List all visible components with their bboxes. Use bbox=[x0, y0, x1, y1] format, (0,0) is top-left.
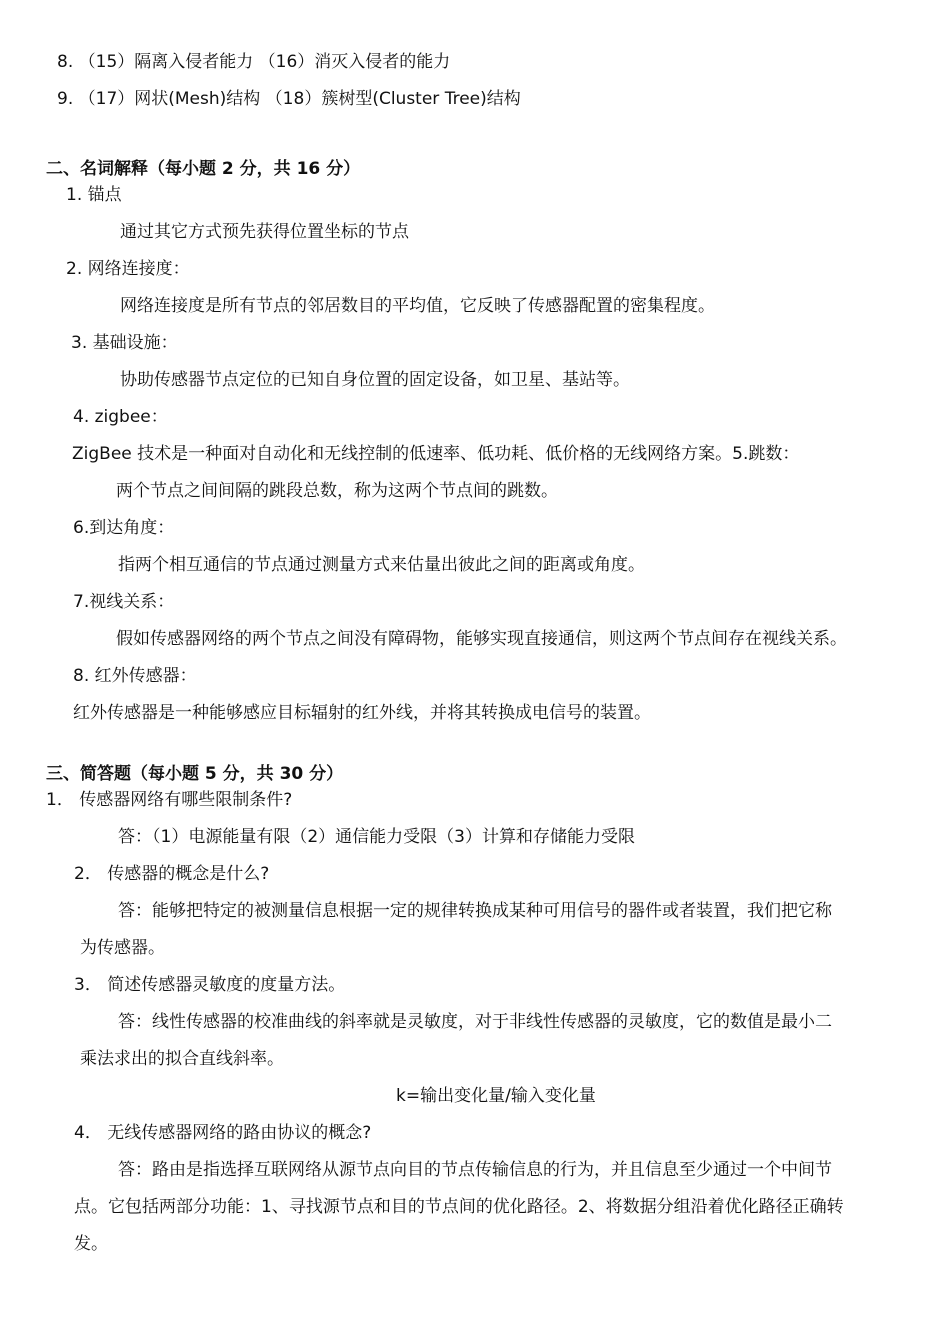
definition-3: 协助传感器节点定位的已知自身位置的固定设备，如卫星、基站等。 bbox=[120, 370, 630, 390]
section-2-heading: 二、名词解释（每小题 2 分，共 16 分） bbox=[46, 159, 361, 179]
term-7: 7.视线关系： bbox=[73, 592, 175, 612]
formula: k=输出变化量/输入变化量 bbox=[396, 1086, 596, 1106]
question-4: 4． 无线传感器网络的路由协议的概念? bbox=[74, 1123, 372, 1143]
answer-3-line-2: 乘法求出的拟合直线斜率。 bbox=[80, 1049, 284, 1069]
definition-8: 红外传感器是一种能够感应目标辐射的红外线，并将其转换成电信号的装置。 bbox=[73, 703, 651, 723]
section-3-heading: 三、简答题（每小题 5 分，共 30 分） bbox=[46, 764, 344, 784]
answer-4-line-1: 答：路由是指选择互联网络从源节点向目的节点传输信息的行为，并且信息至少通过一个中间节 bbox=[118, 1160, 832, 1180]
question-3: 3． 简述传感器灵敏度的度量方法。 bbox=[74, 975, 346, 995]
term-6: 6.到达角度： bbox=[73, 518, 175, 538]
answer-4-line-3: 发。 bbox=[74, 1234, 108, 1254]
term-1: 1. 锚点 bbox=[66, 185, 122, 205]
definition-4: ZigBee 技术是一种面对自动化和无线控制的低速率、低功耗、低价格的无线网络方案。5.跳数： bbox=[72, 444, 800, 464]
definition-1: 通过其它方式预先获得位置坐标的节点 bbox=[120, 222, 409, 242]
definition-7: 假如传感器网络的两个节点之间没有障碍物，能够实现直接通信，则这两个节点间存在视线关系。 bbox=[116, 629, 847, 649]
term-2: 2. 网络连接度： bbox=[66, 259, 190, 279]
answer-line-8: 8. （15）隔离入侵者能力 （16）消灭入侵者的能力 bbox=[57, 52, 451, 72]
answer-1: 答：（1）电源能量有限（2）通信能力受限（3）计算和存储能力受限 bbox=[118, 827, 635, 847]
definition-2: 网络连接度是所有节点的邻居数目的平均值，它反映了传感器配置的密集程度。 bbox=[120, 296, 715, 316]
question-2: 2． 传感器的概念是什么? bbox=[74, 864, 270, 884]
term-4: 4. zigbee： bbox=[73, 407, 168, 427]
question-1: 1． 传感器网络有哪些限制条件? bbox=[46, 790, 293, 810]
definition-6: 指两个相互通信的节点通过测量方式来估量出彼此之间的距离或角度。 bbox=[118, 555, 645, 575]
answer-3-line-1: 答：线性传感器的校准曲线的斜率就是灵敏度，对于非线性传感器的灵敏度，它的数值是最小二 bbox=[118, 1012, 832, 1032]
answer-2-line-2: 为传感器。 bbox=[80, 938, 165, 958]
definition-5: 两个节点之间间隔的跳段总数，称为这两个节点间的跳数。 bbox=[116, 481, 558, 501]
answer-line-9: 9. （17）网状(Mesh)结构 （18）簇树型(Cluster Tree)结构 bbox=[57, 89, 521, 109]
term-3: 3. 基础设施： bbox=[71, 333, 178, 353]
answer-2-line-1: 答：能够把特定的被测量信息根据一定的规律转换成某种可用信号的器件或者装置，我们把它称 bbox=[118, 901, 832, 921]
term-8: 8. 红外传感器： bbox=[73, 666, 197, 686]
answer-4-line-2: 点。它包括两部分功能：1、寻找源节点和目的节点间的优化路径。2、将数据分组沿着优化路径正确转 bbox=[74, 1197, 844, 1217]
